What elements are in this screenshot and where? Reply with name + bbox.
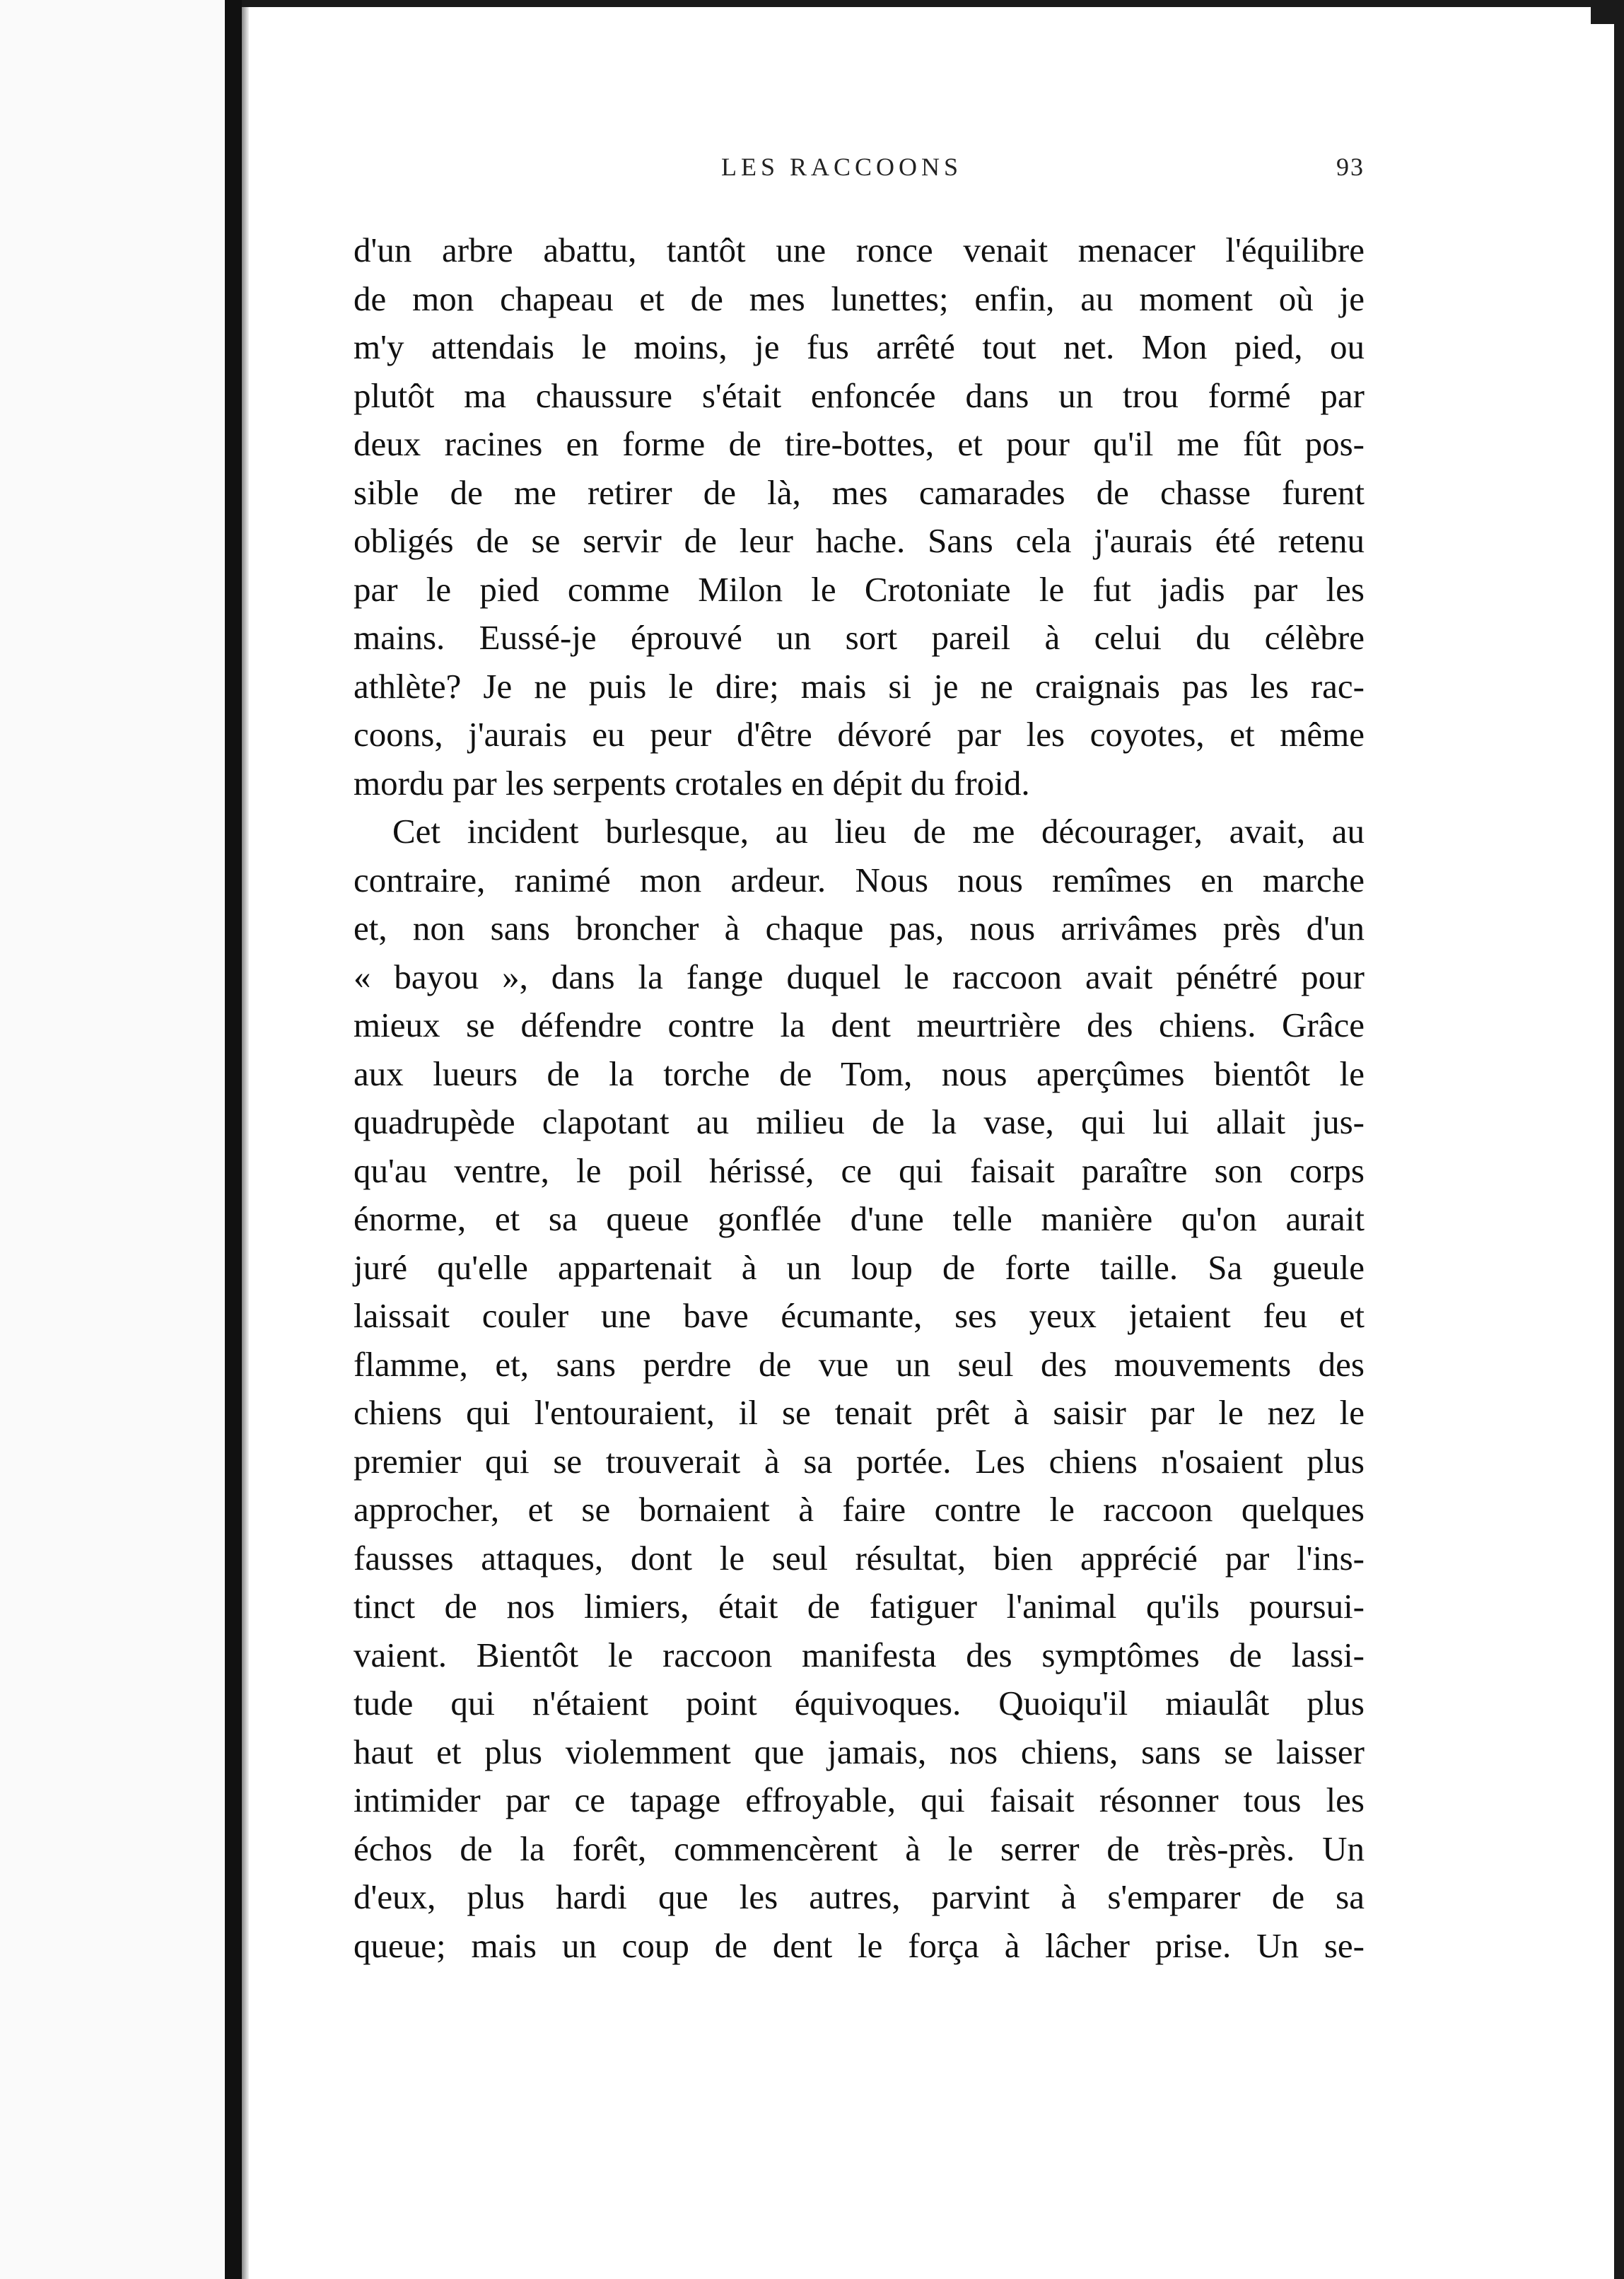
book-page: [354, 152, 1365, 1970]
text-line: échos de la forêt, commencèrent à le serrer de très-près. Un: [354, 1829, 1365, 1868]
text-line: sible de me retirer de là, mes camarades de chasse furent: [354, 472, 1365, 512]
scan-right-border: [1614, 0, 1624, 2279]
text-line: mordu par les serpents crotales en dépit du froid.: [354, 763, 1030, 803]
scan-corner-tab: [1591, 0, 1624, 24]
paragraph-2: [354, 808, 1365, 1970]
text-line: fausses attaques, dont le seul résultat, bien apprécié par l'ins-: [354, 1538, 1365, 1578]
text-line: quadrupède clapotant au milieu de la vase, qui lui allait jus-: [354, 1102, 1365, 1141]
text-line: Cet incident burlesque, au lieu de me décourager, avait, au: [392, 812, 1365, 851]
text-line: juré qu'elle appartenait à un loup de forte taille. Sa gueule: [354, 1247, 1365, 1287]
text-line: d'un arbre abattu, tantôt une ronce venait menacer l'équilibre: [354, 231, 1365, 269]
text-line: deux racines en forme de tire-bottes, et pour qu'il me fût pos-: [354, 424, 1365, 463]
text-line: par le pied comme Milon le Crotoniate le fut jadis par les: [354, 569, 1365, 609]
text-line: plutôt ma chaussure s'était enfoncée dans un trou formé par: [354, 375, 1365, 415]
text-line: de mon chapeau et de mes lunettes; enfin, au moment où je: [354, 279, 1365, 318]
text-line: haut et plus violemment que jamais, nos chiens, sans se laisser: [354, 1732, 1365, 1771]
text-line: mains. Eussé-je éprouvé un sort pareil à celui du célèbre: [354, 618, 1365, 657]
text-line: contraire, ranimé mon ardeur. Nous nous remîmes en marche: [354, 860, 1365, 899]
text-line: tude qui n'étaient point équivoques. Quoiqu'il miaulât plus: [354, 1684, 1365, 1723]
text-line: « bayou », dans la fange duquel le raccoon avait pénétré pour: [354, 957, 1365, 996]
book-spine-shadow: [225, 0, 242, 2279]
text-line: queue; mais un coup de dent le força à lâcher prise. Un se-: [354, 1925, 1365, 1965]
page-number: 93: [1336, 153, 1365, 181]
text-line: tinct de nos limiers, était de fatiguer l'animal qu'ils poursui-: [354, 1587, 1365, 1626]
text-line: qu'au ventre, le poil hérissé, ce qui faisait paraître son corps: [354, 1150, 1365, 1190]
running-head: [354, 152, 1365, 194]
text-line: m'y attendais le moins, je fus arrêté tout net. Mon pied, ou: [354, 327, 1365, 366]
text-line: approcher, et se bornaient à faire contre le raccoon quelques: [354, 1490, 1365, 1529]
text-line: obligés de se servir de leur hache. Sans cela j'aurais été retenu: [354, 521, 1365, 560]
text-line: énorme, et sa queue gonflée d'une telle manière qu'on aurait: [354, 1199, 1365, 1238]
text-line: mieux se défendre contre la dent meurtrière des chiens. Grâce: [354, 1006, 1365, 1044]
text-line: et, non sans broncher à chaque pas, nous arrivâmes près d'un: [354, 909, 1365, 948]
running-title: LES RACCOONS: [721, 153, 963, 181]
text-line: laissait couler une bave écumante, ses yeux jetaient feu et: [354, 1296, 1365, 1335]
text-line: vaient. Bientôt le raccoon manifesta des symptômes de lassi-: [354, 1635, 1365, 1674]
text-line: flamme, et, sans perdre de vue un seul des mouvements des: [354, 1344, 1365, 1384]
text-line: premier qui se trouverait à sa portée. Les chiens n'osaient plus: [354, 1441, 1365, 1481]
spine-gradient: [242, 0, 249, 2279]
body-text: [354, 226, 1365, 1970]
text-line: chiens qui l'entouraient, il se tenait prêt à saisir par le nez le: [354, 1393, 1365, 1432]
text-line: aux lueurs de la torche de Tom, nous aperçûmes bientôt le: [354, 1054, 1365, 1093]
text-line: coons, j'aurais eu peur d'être dévoré par les coyotes, et même: [354, 715, 1365, 754]
text-line: d'eux, plus hardi que les autres, parvint à s'emparer de sa: [354, 1877, 1365, 1916]
text-line: athlète? Je ne puis le dire; mais si je ne craignais pas les rac-: [354, 666, 1365, 706]
scan-top-border: [242, 0, 1624, 7]
paragraph-1: [354, 226, 1365, 808]
scan-left-margin: [0, 0, 225, 2279]
text-line: intimider par ce tapage effroyable, qui faisait résonner tous les: [354, 1780, 1365, 1819]
